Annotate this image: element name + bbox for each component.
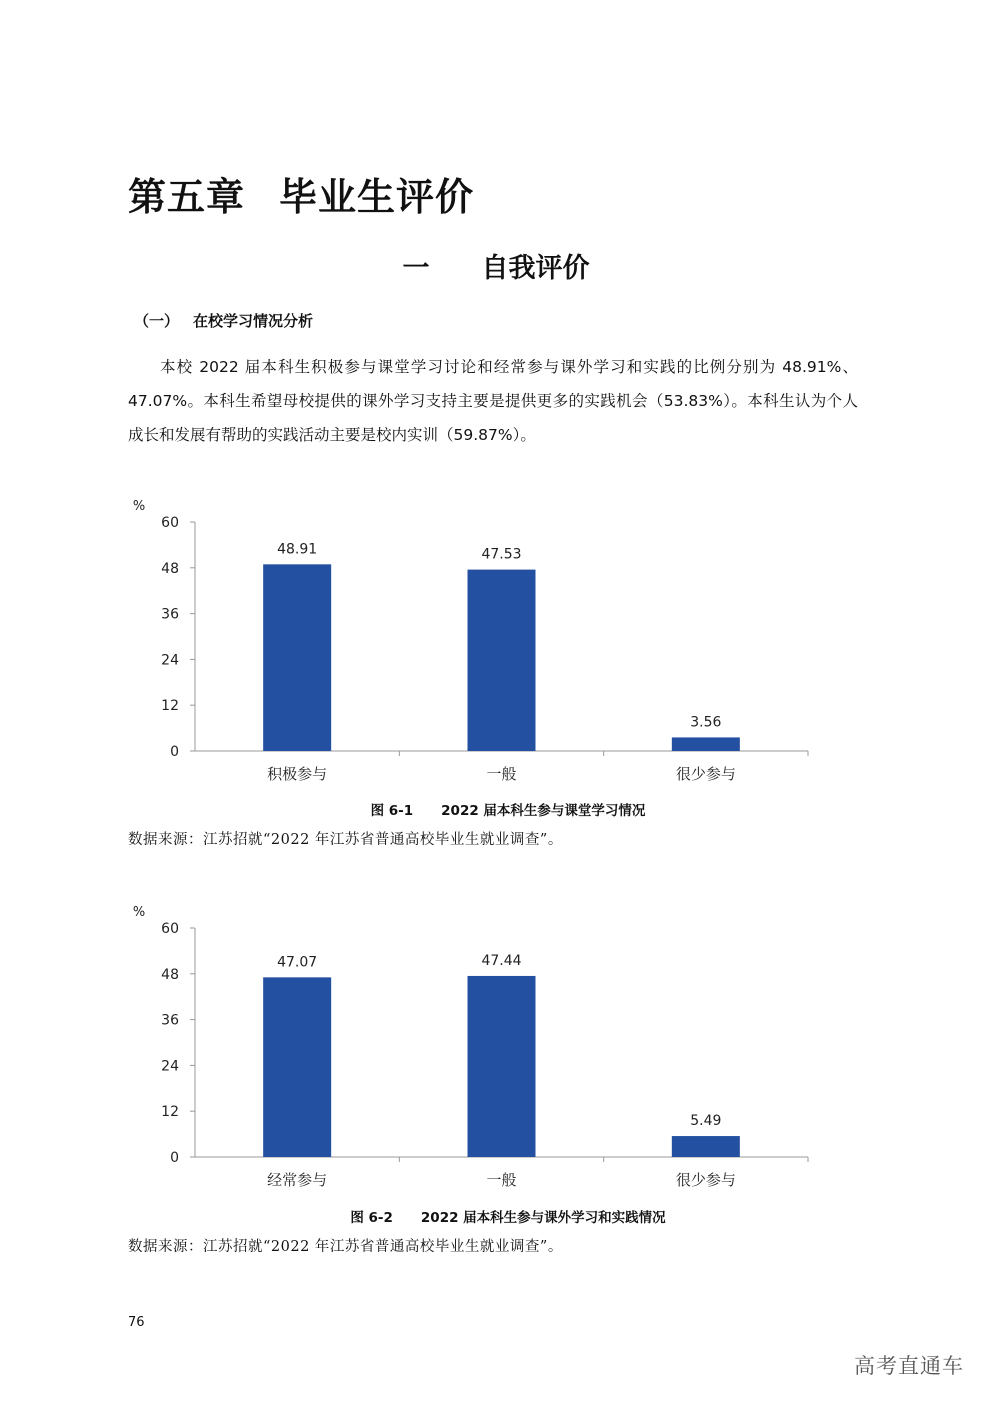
y-tick-label: 36 — [161, 606, 179, 623]
watermark: 高考直通车 — [854, 1354, 964, 1378]
data-label: 47.44 — [481, 952, 522, 969]
data-label: 48.91 — [277, 541, 318, 558]
bar — [263, 977, 331, 1157]
bar — [468, 570, 536, 751]
category-label: 一般 — [486, 765, 517, 783]
data-label: 47.53 — [481, 546, 522, 563]
bar — [468, 976, 536, 1157]
section-title — [0, 246, 992, 285]
subsection-heading — [134, 310, 313, 331]
data-label: 5.49 — [690, 1113, 722, 1130]
chart-2 — [120, 886, 840, 1196]
chart-1-svg — [120, 480, 840, 790]
data-label: 47.07 — [277, 954, 318, 971]
category-label: 一般 — [486, 1171, 517, 1189]
y-tick-label: 48 — [161, 560, 179, 577]
bar — [672, 1136, 740, 1157]
y-tick-label: 36 — [161, 1012, 179, 1029]
page-number: 76 — [128, 1315, 145, 1330]
y-tick-label: 60 — [161, 515, 179, 531]
figure-2-source: 数据来源：江苏招就“2022 年江苏省普通高校毕业生就业调查”。 — [128, 1239, 563, 1255]
category-label: 经常参与 — [267, 1171, 328, 1189]
chapter-subtitle: 毕业生评价 — [279, 174, 475, 219]
y-tick-label: 24 — [161, 652, 179, 669]
category-label: 很少参与 — [675, 1171, 736, 1189]
y-tick-label: 48 — [161, 966, 179, 983]
category-label: 很少参与 — [675, 765, 736, 783]
chapter-title — [128, 166, 474, 221]
figure-1-title: 2022 届本科生参与课堂学习情况 — [441, 803, 646, 819]
y-axis-unit-label: % — [132, 499, 146, 514]
figure-1-source: 数据来源：江苏招就“2022 年江苏省普通高校毕业生就业调查”。 — [128, 832, 563, 848]
body-paragraph: 本校 2022 届本科生积极参与课堂学习讨论和经常参与课外学习和实践的比例分别为 48.91%、47.07%。本科生希望母校提供的课外学习支持主要是提供更多的实践机会（53.83%）。本科生认为个人成长和发展有帮助的实践活动主要是校内实训（59.87%）。 — [128, 358, 858, 444]
data-label: 3.56 — [690, 714, 722, 731]
figure-1-caption — [0, 799, 992, 819]
chart-2-svg — [120, 886, 840, 1196]
category-label: 积极参与 — [267, 765, 328, 783]
chapter-number: 第五章 — [128, 174, 246, 219]
bar — [263, 564, 331, 751]
y-axis-unit-label: % — [132, 905, 146, 920]
y-tick-label: 12 — [161, 1104, 179, 1121]
y-tick-label: 0 — [170, 744, 179, 760]
subsection-number: （一） — [134, 312, 180, 330]
figure-2-title: 2022 届本科生参与课外学习和实践情况 — [420, 1210, 666, 1226]
figure-2-caption — [0, 1206, 992, 1226]
chart-1 — [120, 480, 840, 790]
bar — [672, 737, 740, 751]
section-number: 一 — [402, 253, 430, 284]
figure-2-number: 图 6-2 — [350, 1210, 393, 1226]
y-tick-label: 24 — [161, 1058, 179, 1075]
figure-1-number: 图 6-1 — [370, 803, 414, 819]
y-tick-label: 12 — [161, 698, 179, 715]
section-label: 自我评价 — [481, 253, 590, 284]
y-tick-label: 60 — [161, 921, 179, 937]
y-tick-label: 0 — [170, 1150, 179, 1166]
subsection-label: 在校学习情况分析 — [193, 312, 314, 330]
